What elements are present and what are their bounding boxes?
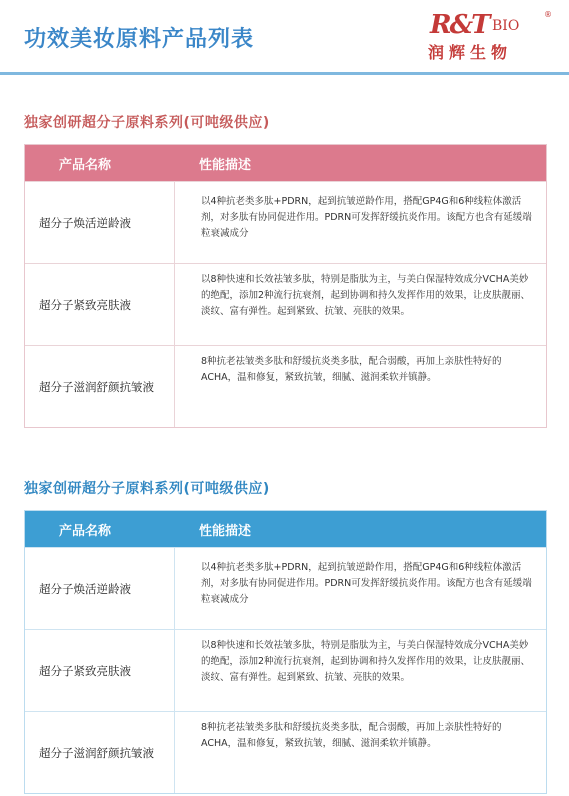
header-description: 性能描述 (199, 157, 252, 173)
header-product-name: 产品名称 (59, 157, 112, 173)
product-description: 8种抗老祛皱类多肽和舒缓抗炎类多肽，配合弱酸，再加上亲肤性特好的ACHA，温和修复，紧致抗皱，细腻、滋润柔软并镇静。 (201, 356, 502, 383)
logo-bio: BIO (492, 18, 520, 34)
page-title: 功效美妆原料产品列表 (24, 27, 255, 52)
table-header (25, 511, 546, 547)
product-name: 超分子滋润舒颜抗皱液 (25, 346, 175, 427)
product-name: 超分子紧致亮肤液 (25, 630, 175, 711)
table-row (25, 547, 546, 629)
table-row (25, 711, 546, 793)
section-title-1: 独家创研超分子原料系列(可吨级供应) (24, 115, 270, 131)
product-name: 超分子焕活逆龄液 (25, 548, 175, 629)
product-description: 以8种快速和长效祛皱多肽，特别是脂肽为主，与美白保湿特效成分VCHA美妙的绝配，添加2种流行抗衰剂，起到协调和持久发挥作用的效果，让皮肤靓丽、淡纹、富有弹性。起到紧致、抗皱、亮肤的效果。 (201, 640, 531, 683)
section-title-2: 独家创研超分子原料系列(可吨级供应) (24, 481, 270, 497)
registered-mark: ® (544, 10, 552, 19)
header-product-name: 产品名称 (59, 523, 112, 539)
product-table-1 (24, 144, 547, 428)
product-name: 超分子焕活逆龄液 (25, 182, 175, 263)
table-row (25, 181, 546, 263)
logo-mark: R&T (430, 10, 489, 40)
product-name: 超分子滋润舒颜抗皱液 (25, 712, 175, 793)
logo-company-name: 润辉生物 (428, 43, 513, 62)
product-description: 以4种抗老类多肽+PDRN，起到抗皱逆龄作用，搭配GP4G和6种线粒体激活剂，对多肽有协同促进作用。PDRN可发挥舒缓抗炎作用。该配方也含有延缓端粒衰减成分 (201, 562, 532, 605)
table-row (25, 345, 546, 427)
product-name: 超分子紧致亮肤液 (25, 264, 175, 345)
product-description: 以8种快速和长效祛皱多肽，特别是脂肽为主，与美白保湿特效成分VCHA美妙的绝配，添加2种流行抗衰剂，起到协调和持久发挥作用的效果，让皮肤靓丽、淡纹、富有弹性。起到紧致、抗皱、亮肤的效果。 (201, 274, 531, 317)
company-logo (426, 10, 554, 60)
table-header (25, 145, 546, 181)
table-row (25, 263, 546, 345)
product-description: 以4种抗老类多肽+PDRN，起到抗皱逆龄作用，搭配GP4G和6种线粒体激活剂，对多肽有协同促进作用。PDRN可发挥舒缓抗炎作用。该配方也含有延缓端粒衰减成分 (201, 196, 532, 239)
product-description: 8种抗老祛皱类多肽和舒缓抗炎类多肽，配合弱酸，再加上亲肤性特好的ACHA，温和修复，紧致抗皱，细腻、滋润柔软并镇静。 (201, 722, 502, 749)
table-row (25, 629, 546, 711)
header-description: 性能描述 (199, 523, 252, 539)
header-divider (0, 72, 569, 75)
product-table-2 (24, 510, 547, 794)
